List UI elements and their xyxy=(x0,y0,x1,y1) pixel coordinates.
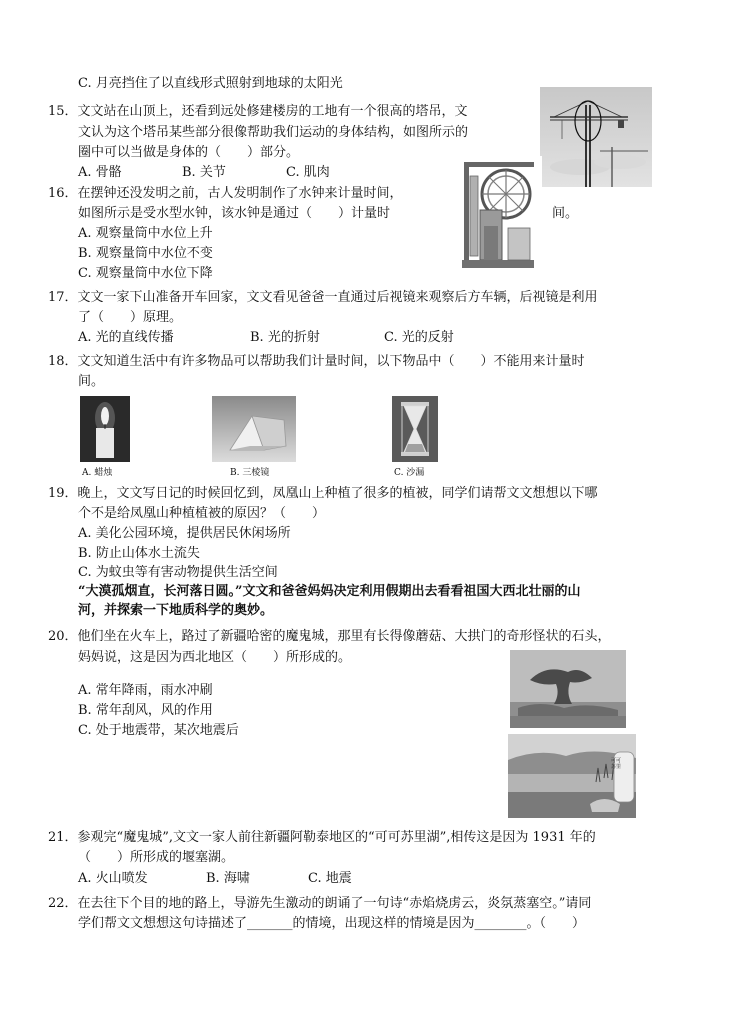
q22-stem-line1: 22．在去往下个目的地的路上，导游先生激动的朗诵了一句诗“赤焰烧虏云，炎氛蒸塞空。”请同 xyxy=(48,896,592,911)
q20-option-a: A. 常年降雨，雨水冲刷 xyxy=(78,683,213,698)
lake-stone-inscription: 可可苏里 xyxy=(610,758,621,770)
q17-option-a: A. 光的直线传播 xyxy=(78,330,174,345)
q21-stem-line1: 21．参观完“魔鬼城”,文文一家人前往新疆阿勒泰地区的“可可苏里湖”,相传这是因为 1931 年的 xyxy=(48,830,596,845)
passage-line1: “大漠孤烟直，长河落日圆。”文文和爸爸妈妈决定利用假期出去看看祖国大西北壮丽的山 xyxy=(78,584,581,599)
q14-option-c: C. 月亮挡住了以直线形式照射到地球的太阳光 xyxy=(78,76,343,91)
q16-stem-line2: 如图所示是受水型水钟，该水钟是通过（ ）计量时 xyxy=(78,206,391,221)
hourglass-image xyxy=(392,396,438,462)
q17-stem-line1: 17．文文一家下山准备开车回家，文文看见爸爸一直通过后视镜来观察后方车辆，后视镜是利用 xyxy=(48,290,598,305)
q18-caption-b: B. 三棱镜 xyxy=(230,468,270,478)
kekesuli-lake-image xyxy=(508,734,636,818)
q19-stem-line2: 个不是给凤凰山种植植被的原因？（ ） xyxy=(78,506,326,521)
q21-option-b: B. 海啸 xyxy=(206,871,250,886)
q20-stem-line1: 20．他们坐在火车上，路过了新疆哈密的魔鬼城，那里有长得像蘑菇、大拱门的奇形怪状的石头， xyxy=(48,629,611,644)
q18-caption-c: C. 沙漏 xyxy=(394,468,425,478)
q16-option-c: C. 观察量筒中水位下降 xyxy=(78,266,213,281)
q15-option-b: B. 关节 xyxy=(182,165,226,180)
q15-stem-line3: 圈中可以当做是身体的（ ）部分。 xyxy=(78,145,300,160)
candle-image xyxy=(80,396,130,462)
q19-option-b: B. 防止山体水土流失 xyxy=(78,546,200,561)
q16-stem-line1: 16．在摆钟还没发明之前，古人发明制作了水钟来计量时间， xyxy=(48,186,403,201)
q19-option-c: C. 为蚊虫等有害动物提供生活空间 xyxy=(78,565,278,580)
passage-line2: 河，并探索一下地质科学的奥妙。 xyxy=(78,603,274,618)
q18-stem-line1: 18．文文知道生活中有许多物品可以帮助我们计量时间，以下物品中（ ）不能用来计量时 xyxy=(48,354,585,369)
tower-crane-image xyxy=(540,87,652,187)
q17-stem-line2: 了（ ）原理。 xyxy=(78,310,183,325)
q18-stem-line2: 间。 xyxy=(78,374,105,389)
q21-stem-line2: （ ）所形成的堰塞湖。 xyxy=(78,850,235,865)
q17-option-b: B. 光的折射 xyxy=(250,330,320,345)
q21-option-c: C. 地震 xyxy=(308,871,352,886)
devil-city-rock-image xyxy=(510,650,626,728)
q20-option-b: B. 常年刮风，风的作用 xyxy=(78,703,213,718)
q19-option-a: A. 美化公园环境，提供居民休闲场所 xyxy=(78,526,291,541)
q16-stem-line2-end: 间。 xyxy=(552,206,579,221)
q17-option-c: C. 光的反射 xyxy=(384,330,454,345)
q15-option-a: A. 骨骼 xyxy=(78,165,122,180)
q15-stem-line1: 15．文文站在山顶上，还看到远处修建楼房的工地有一个很高的塔吊，文 xyxy=(48,104,468,119)
q22-stem-line2: 学们帮文文想想这句诗描述了_______的情境，出现这样的情境是因为________。（ ） xyxy=(78,916,586,931)
q20-stem-line2: 妈妈说，这是因为西北地区（ ）所形成的。 xyxy=(78,650,352,665)
q15-stem-line2: 文认为这个塔吊某些部分很像帮助我们运动的身体结构，如图所示的 xyxy=(78,125,469,140)
water-clock-image xyxy=(458,156,542,272)
q19-stem-line1: 19．晚上，文文写日记的时候回忆到，凤凰山上种植了很多的植被，同学们请帮文文想想以下哪 xyxy=(48,486,598,501)
q21-option-a: A. 火山喷发 xyxy=(78,871,148,886)
q16-option-b: B. 观察量筒中水位不变 xyxy=(78,246,213,261)
q15-option-c: C. 肌肉 xyxy=(286,165,330,180)
q20-option-c: C. 处于地震带，某次地震后 xyxy=(78,723,239,738)
q18-caption-a: A. 蜡烛 xyxy=(82,468,113,478)
prism-image xyxy=(212,396,296,462)
q16-option-a: A. 观察量筒中水位上升 xyxy=(78,226,213,241)
